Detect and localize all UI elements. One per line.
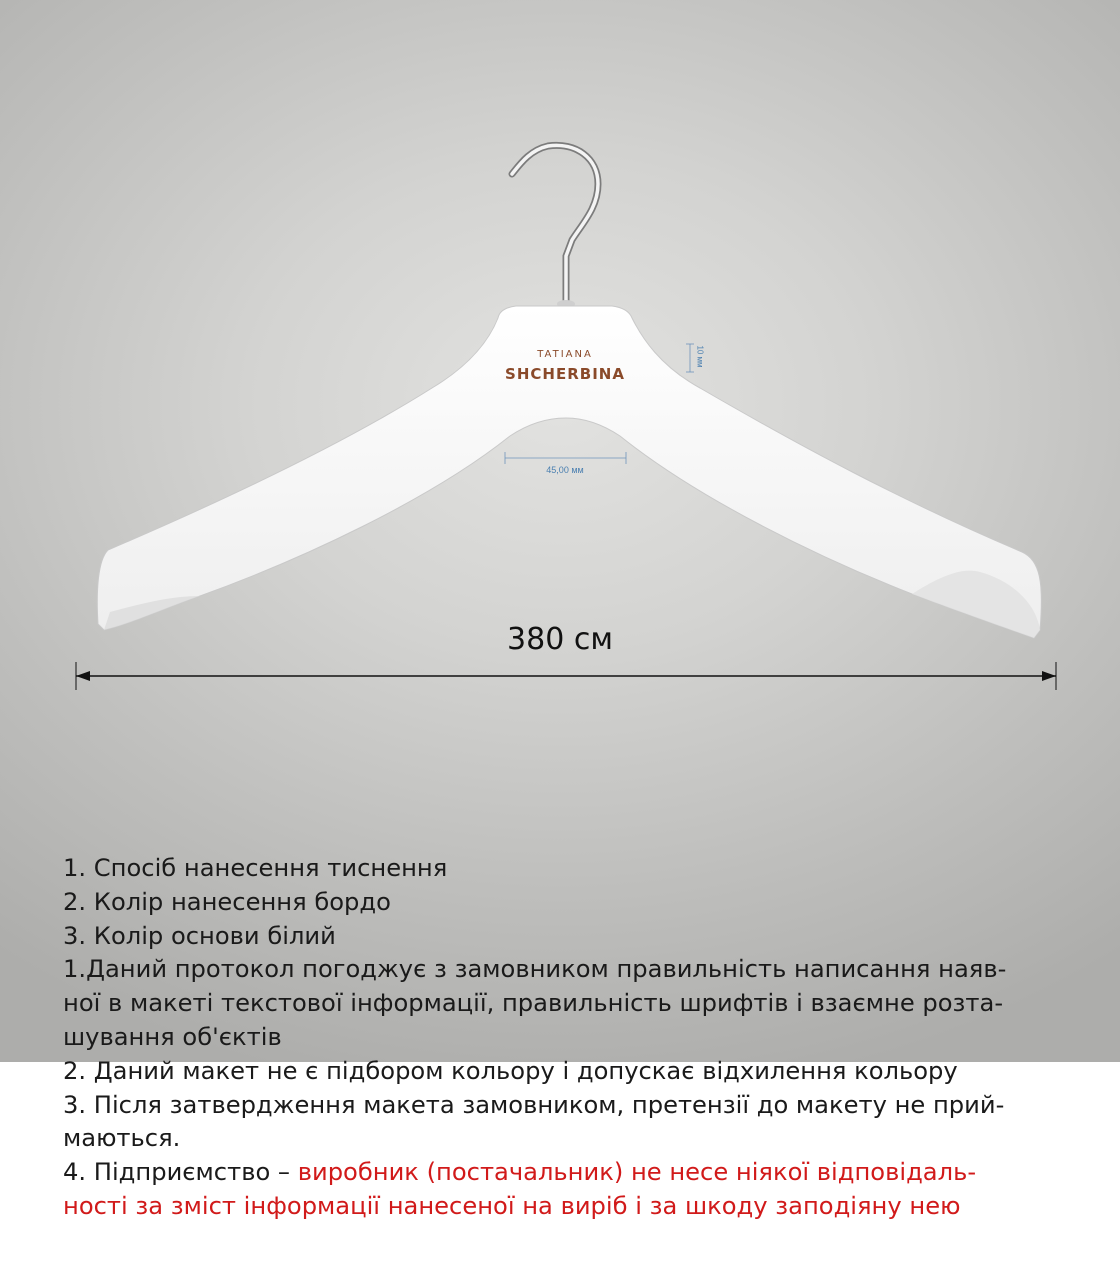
note-line: 3. Після затвердження макета замовником, претензії до макету не прий- [63, 1090, 1005, 1119]
note-line: шування об'єктів [63, 1022, 282, 1051]
disclaimer-line [63, 1156, 1103, 1190]
total-width-label: 380 см [507, 622, 613, 657]
width-dimension-label: 45,00 мм [546, 465, 584, 475]
approval-notes [63, 852, 1103, 1224]
note-line: 1. Спосіб нанесення тиснення [63, 854, 448, 882]
total-width-arrow [76, 662, 1056, 690]
hanger-hook [512, 145, 598, 308]
height-dimension-line [686, 344, 694, 372]
height-dimension-label: 10 мм [695, 345, 705, 368]
note-line: 2. Даний макет не є підбором кольору і допускає відхилення кольору [63, 1056, 958, 1085]
disclaimer-prefix: 4. Підприємство – [63, 1158, 298, 1187]
note-line: 3. Колір основи білий [63, 921, 336, 950]
brand-name-small: TATIANA [537, 349, 593, 360]
disclaimer-highlight: виробник (постачальник) не несе ніякої відповідаль- [297, 1158, 977, 1187]
width-dimension-line [505, 452, 626, 464]
disclaimer-highlight-continued: ності за зміст інформації нанесеної на виріб і за шкоду заподіяну нею [63, 1191, 961, 1220]
note-line: 2. Колір нанесення бордо [63, 887, 391, 916]
note-line: 1.Даний протокол погоджує з замовником правильність написання наяв- [63, 955, 1007, 984]
note-line: маються. [63, 1124, 181, 1153]
brand-name-large: SHCHERBINA [505, 365, 625, 383]
note-line: ної в макеті текстової інформації, правильність шрифтів і взаємне розта- [63, 989, 1004, 1018]
